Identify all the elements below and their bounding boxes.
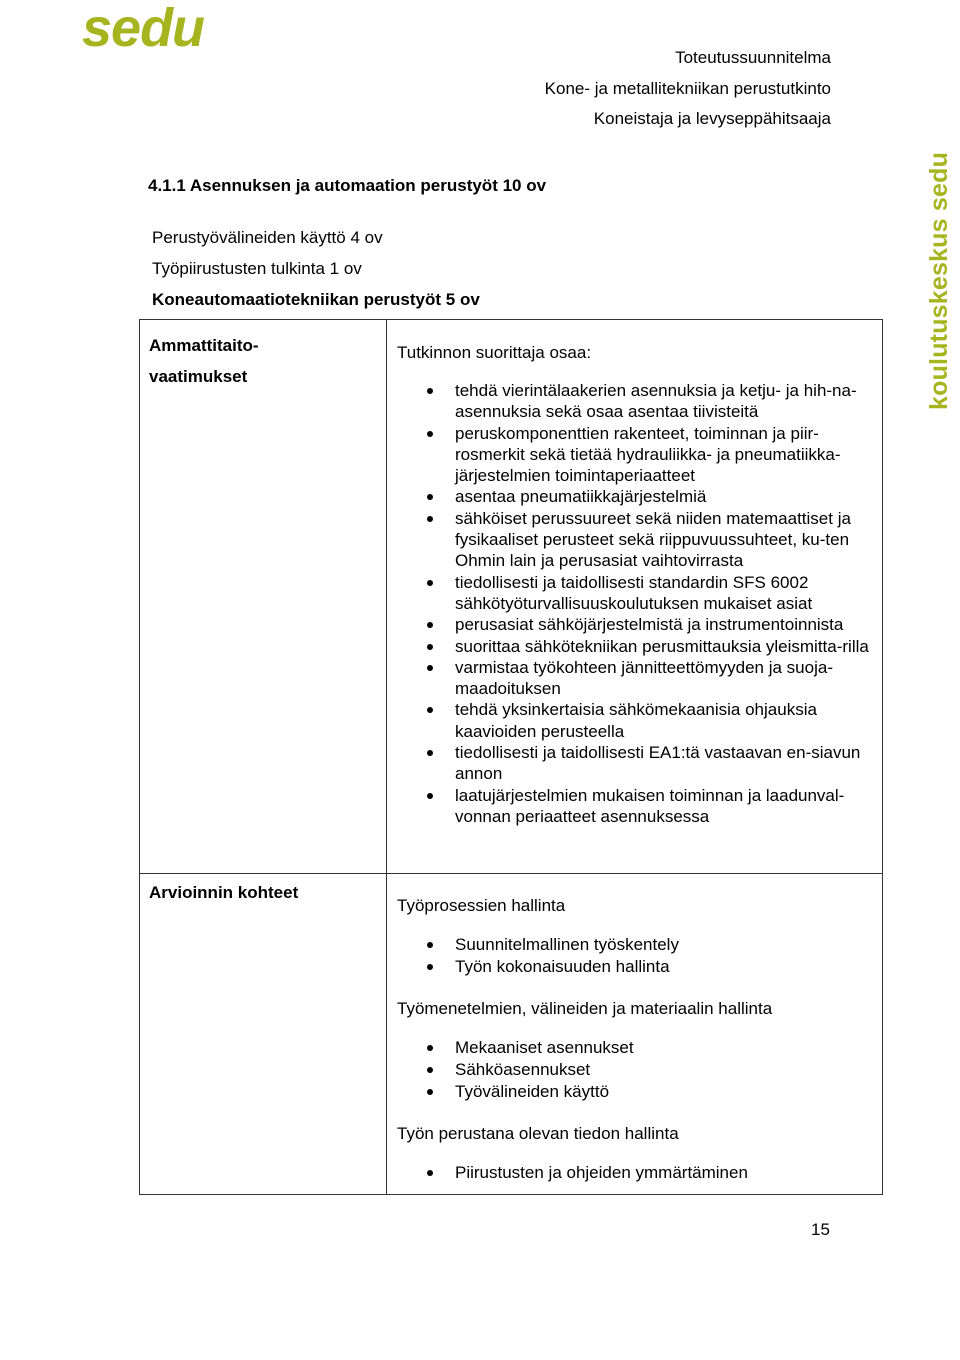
requirements-intro: Tutkinnon suorittaja osaa: [397,343,592,362]
header-line-1: Toteutussuunnitelma [675,48,831,67]
eval-group-title-2: Työmenetelmien, välineiden ja materiaalin hallinta [397,999,773,1018]
list-item: tiedollisesti ja taidollisesti standardin SFS 6002 sähkötyöturvallisuuskoulutuksen mukaiset asiat [387,572,882,615]
requirements-content-cell [387,320,883,874]
sedu-logo [82,2,232,60]
list-item: tehdä yksinkertaisia sähkömekaanisia ohjauksia kaavioiden perusteella [387,699,882,742]
subsection-1: Perustyövälineiden käyttö 4 ov [152,228,383,247]
side-logo-koulutuskeskus-sedu: koulutuskeskus sedu [925,151,953,410]
section-title: 4.1.1 Asennuksen ja automaation perustyöt 10 ov [148,176,547,195]
evaluation-row [140,874,883,1195]
eval-group-list-2 [387,1037,882,1103]
page-number: 15 [811,1220,830,1239]
list-item: Sähköasennukset [387,1059,882,1081]
list-item: Työvälineiden käyttö [387,1081,882,1103]
list-item: Piirustusten ja ohjeiden ymmärtäminen [387,1162,882,1184]
list-item: Työn kokonaisuuden hallinta [387,956,882,978]
subsection-3: Koneautomaatiotekniikan perustyöt 5 ov [152,290,480,309]
list-item: tiedollisesti ja taidollisesti EA1:tä vastaavan en-siavun annon [387,742,882,785]
requirements-label-line-2: vaatimukset [149,367,248,386]
list-item: perusasiat sähköjärjestelmistä ja instrumentoinnista [387,614,882,635]
list-item: tehdä vierintälaakerien asennuksia ja ketju- ja hih-na-asennuksia sekä osaa asentaa tiivisteitä [387,380,882,423]
header-line-2: Kone- ja metallitekniikan perustutkinto [544,78,831,98]
requirements-list [387,380,882,827]
evaluation-label-cell [140,874,387,1195]
list-item: Mekaaniset asennukset [387,1037,882,1059]
eval-group-list-3 [387,1162,882,1184]
list-item: laatujärjestelmien mukaisen toiminnan ja laadunval-vonnan periaatteet asennuksessa [387,785,882,828]
requirements-label-cell [140,320,387,874]
list-item: varmistaa työkohteen jännitteettömyyden ja suoja-maadoituksen [387,657,882,700]
eval-group-title-1: Työprosessien hallinta [397,896,566,915]
eval-group-title-3: Työn perustana olevan tiedon hallinta [397,1124,679,1143]
list-item: suorittaa sähkötekniikan perusmittauksia yleismitta-rilla [387,636,882,657]
list-item: Suunnitelmallinen työskentely [387,934,882,956]
subsection-2: Työpiirustusten tulkinta 1 ov [152,259,362,278]
requirements-table [139,319,883,1195]
header-line-3: Koneistaja ja levyseppähitsaaja [593,109,831,128]
list-item: asentaa pneumatiikkajärjestelmiä [387,486,882,507]
logo-text: sedu [82,2,205,58]
document-header [545,43,831,135]
requirements-label-line-1: Ammattitaito- [149,336,259,355]
list-item: peruskomponenttien rakenteet, toiminnan ja piir-rosmerkit sekä tietää hydrauliikka- ja pneumatiikka-järjestelmien toimintaperiaatteet [387,423,882,487]
requirements-label [149,330,386,392]
list-item: sähköiset perussuureet sekä niiden matemaattiset ja fysikaaliset perusteet sekä riippuvuussuhteet, ku-ten Ohmin lain ja perusasiat vaihtovirrasta [387,508,882,572]
requirements-row [140,320,883,874]
evaluation-label: Arvioinnin kohteet [149,883,299,902]
evaluation-content-cell [387,874,883,1195]
eval-group-list-1 [387,934,882,978]
